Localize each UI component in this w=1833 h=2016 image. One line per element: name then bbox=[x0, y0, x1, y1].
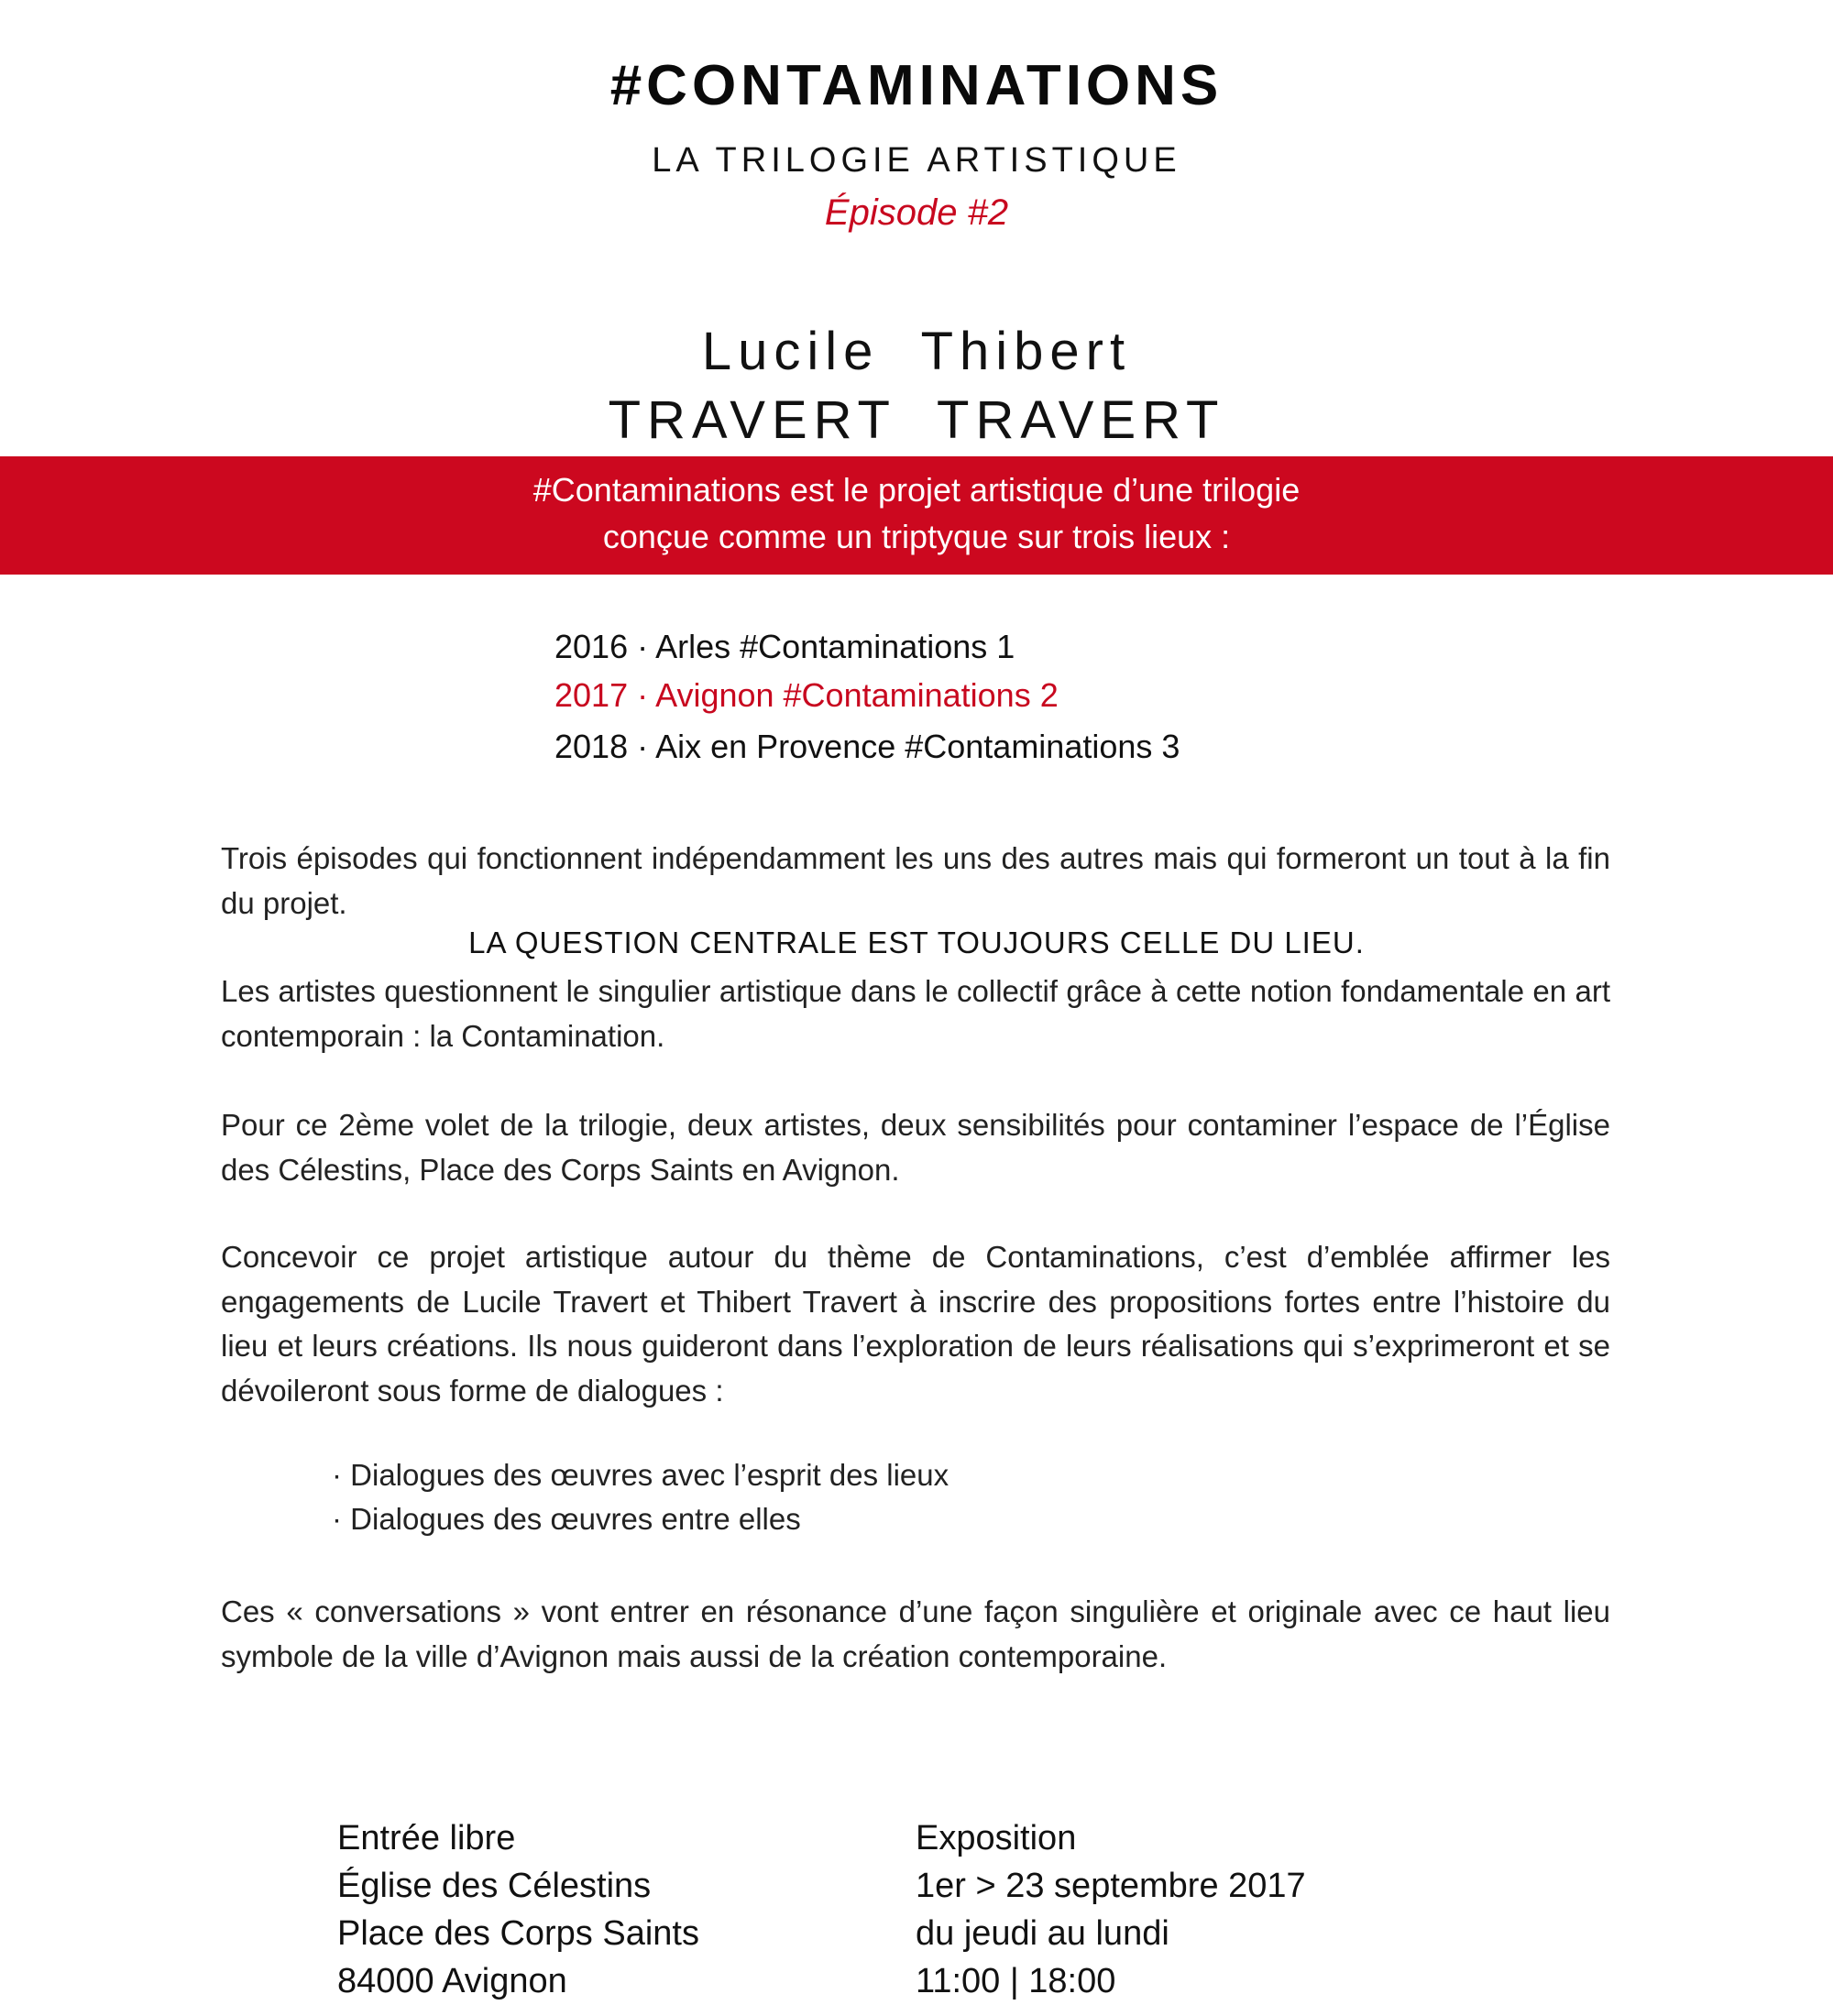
paragraph-text: Les artistes questionnent le singulier artistique dans le collectif grâce à cette notion fondamentale en art contemporain : la Contamination. bbox=[221, 974, 1610, 1053]
exhibition-info bbox=[916, 1814, 1306, 2005]
trilogy-item-2016: 2016 · Arles #Contaminations 1 bbox=[554, 628, 1015, 665]
central-question-heading: LA QUESTION CENTRALE EST TOUJOURS CELLE DU LIEU. bbox=[468, 926, 1365, 959]
paragraph-text: Pour ce 2ème volet de la trilogie, deux artistes, deux sensibilités pour contaminer l’espace de l’Église des Célestins, Place des Corps Saints en Avignon. bbox=[221, 1108, 1610, 1187]
venue-info bbox=[337, 1814, 699, 2005]
venue-name: Église des Célestins bbox=[337, 1867, 652, 1905]
trilogy-item-2018: 2018 · Aix en Provence #Contaminations 3 bbox=[554, 728, 1180, 765]
paragraph-artists bbox=[221, 970, 1610, 1058]
venue-entry: Entrée libre bbox=[337, 1819, 516, 1857]
page-title: #CONTAMINATIONS bbox=[609, 54, 1224, 117]
artist-last-names: TRAVERT TRAVERT bbox=[608, 390, 1225, 450]
exhibition-dates: 1er > 23 septembre 2017 bbox=[916, 1867, 1306, 1905]
paragraph-second-part bbox=[221, 1103, 1610, 1192]
intro-banner bbox=[0, 456, 1833, 575]
paragraph-text: Concevoir ce projet artistique autour du thème de Contaminations, c’est d’emblée affirmer les engagements de Lucile Travert et Thibert Travert à inscrire des propositions fortes entre l’histoire du lieu et leurs créations. Ils nous guideront dans l’exploration de leurs réalisations qui s’exprimeront et se dévoileront sous forme de dialogues : bbox=[221, 1240, 1610, 1408]
banner-line-2: conçue comme un triptyque sur trois lieux : bbox=[602, 518, 1231, 555]
paragraph-text: Ces « conversations » vont entrer en résonance d’une façon singulière et originale avec ce haut lieu symbole de la ville d’Avignon mais aussi de la création contemporaine. bbox=[221, 1594, 1610, 1673]
paragraph-concept bbox=[221, 1235, 1610, 1413]
exhibition-days: du jeudi au lundi bbox=[916, 1914, 1169, 1953]
exhibition-label: Exposition bbox=[916, 1819, 1077, 1857]
banner-line-1: #Contaminations est le projet artistique d’une trilogie bbox=[532, 471, 1301, 509]
venue-city: 84000 Avignon bbox=[337, 1962, 567, 2000]
episode-label: Épisode #2 bbox=[824, 192, 1009, 233]
venue-street: Place des Corps Saints bbox=[337, 1914, 699, 1953]
subtitle: LA TRILOGIE ARTISTIQUE bbox=[652, 141, 1181, 180]
paragraph-episodes bbox=[221, 837, 1610, 926]
paragraph-conversations bbox=[221, 1590, 1610, 1679]
exhibition-hours: 11:00 | 18:00 bbox=[916, 1962, 1116, 2000]
dialogue-bullet-1: · Dialogues des œuvres avec l’esprit des lieux bbox=[332, 1458, 949, 1492]
artist-first-names: Lucile Thibert bbox=[701, 322, 1132, 381]
paragraph-text: Trois épisodes qui fonctionnent indépendamment les uns des autres mais qui formeront un tout à la fin du projet. bbox=[221, 841, 1610, 920]
trilogy-item-2017: 2017 · Avignon #Contaminations 2 bbox=[554, 676, 1059, 714]
dialogue-bullet-2: · Dialogues des œuvres entre elles bbox=[332, 1502, 801, 1536]
